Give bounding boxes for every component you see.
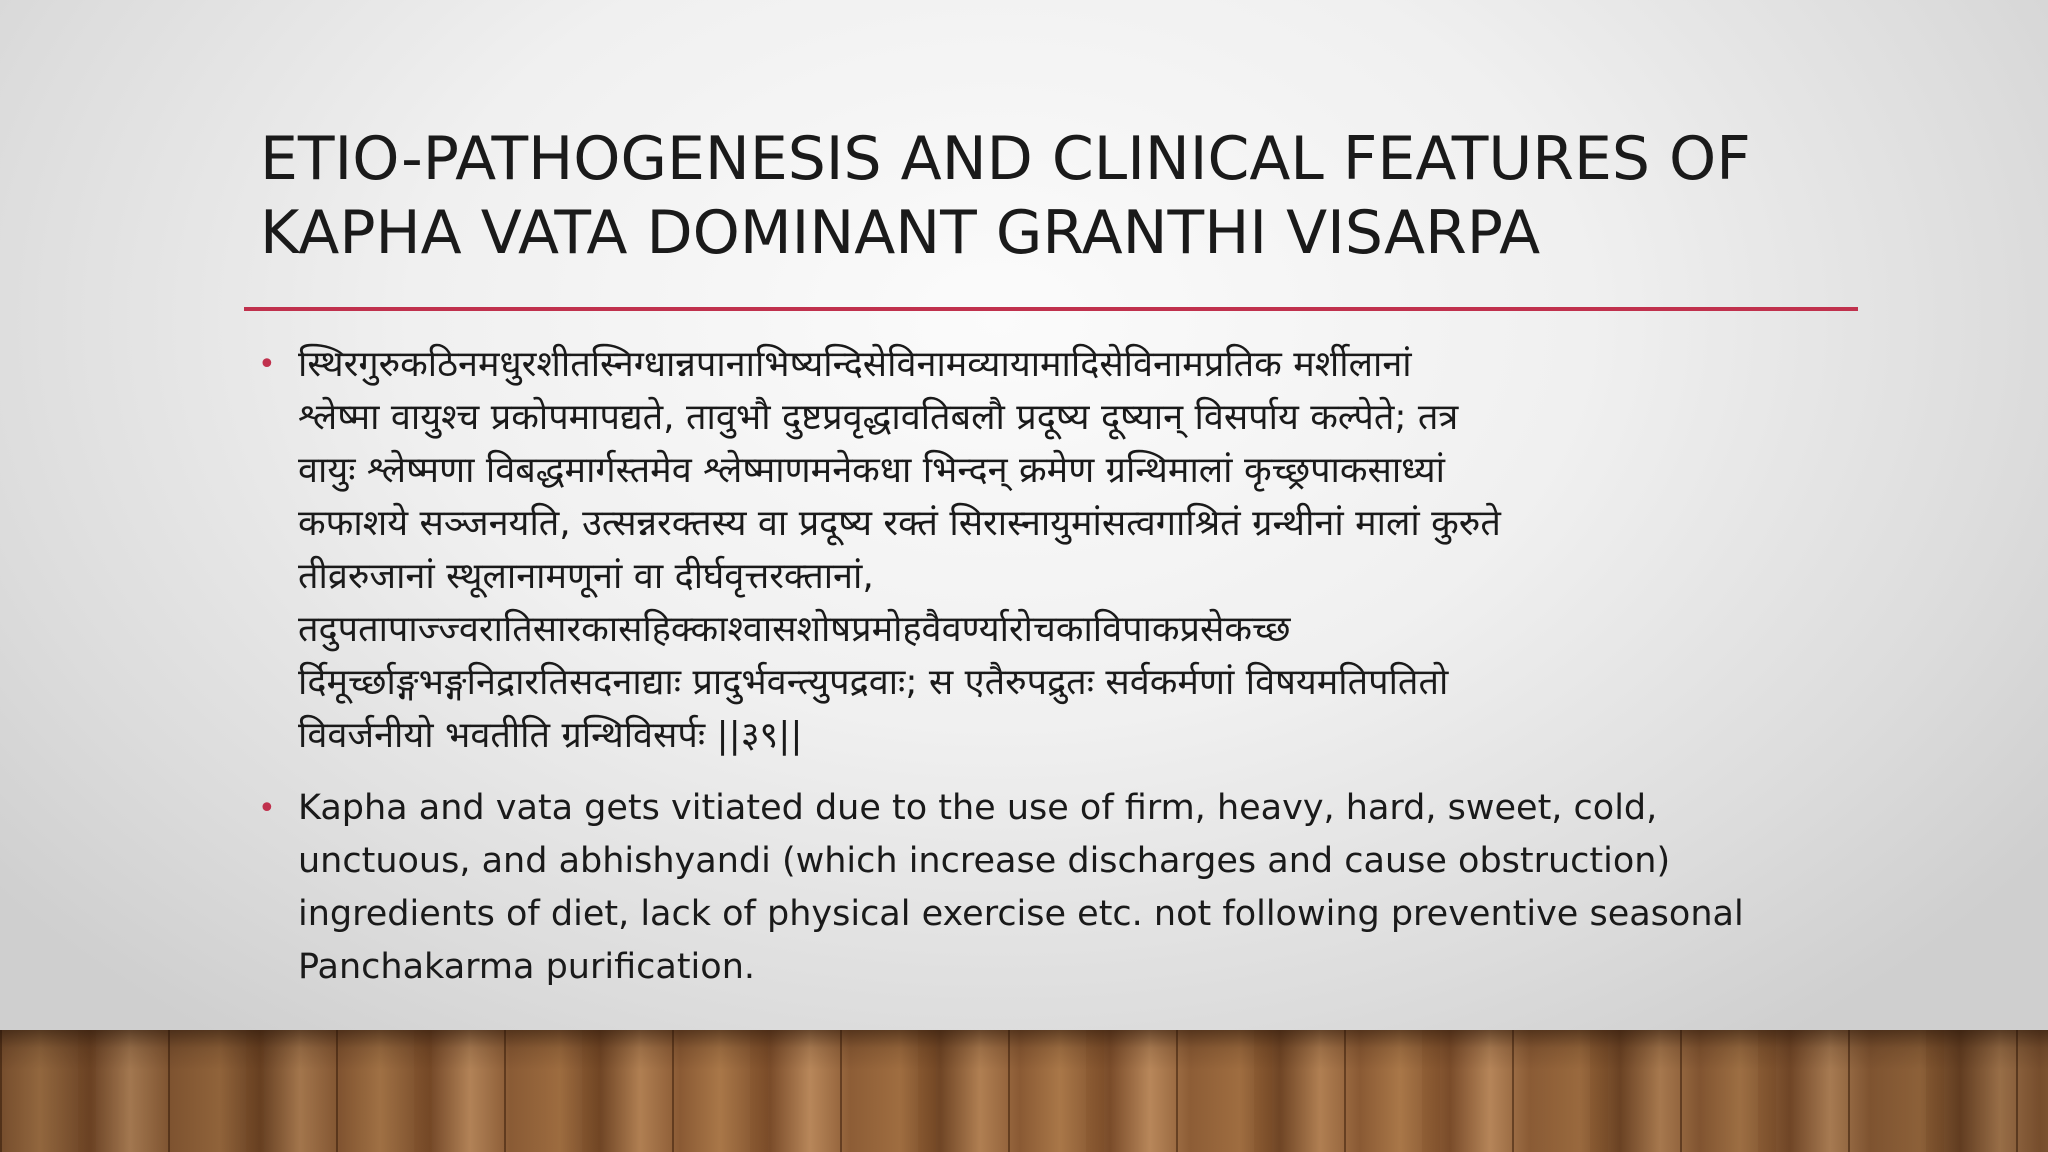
verse-line: विवर्जनीयो भवतीति ग्रन्थिविसर्पः ||३९|| bbox=[298, 715, 803, 756]
title-divider bbox=[244, 307, 1858, 311]
verse-line: स्थिरगुरुकठिनमधुरशीतस्निग्धान्नपानाभिष्यन्दिसेविनामव्यायामादिसेविनामप्रतिक मर्शीलानां bbox=[298, 344, 1412, 385]
translation-line: Kapha and vata gets vitiated due to the use of firm, heavy, hard, sweet, cold, bbox=[298, 788, 1658, 828]
translation-line: ingredients of diet, lack of physical exercise etc. not following preventive seasonal bbox=[298, 894, 1744, 934]
translation-line: unctuous, and abhishyandi (which increase discharges and cause obstruction) bbox=[298, 841, 1671, 881]
slide-title bbox=[260, 122, 1860, 270]
verse-line: वायुः श्लेष्मणा विबद्धमार्गस्तमेव श्लेष्माणमनेकधा भिन्दन् क्रमेण ग्रन्थिमालां कृच्छ्रपाकसाध्यां bbox=[298, 450, 1445, 491]
title-line-1: ETIO-PATHOGENESIS AND CLINICAL FEATURES OF bbox=[260, 124, 1751, 194]
verse-line: कफाशये सञ्जनयति, उत्सन्नरक्तस्य वा प्रदूष्य रक्तं सिरास्नायुमांसत्वगाश्रितं ग्रन्थीनां मालां कुरुते bbox=[298, 503, 1501, 544]
bullet-english-translation bbox=[258, 782, 1868, 994]
verse-line: तदुपतापाज्ज्वरातिसारकासहिक्काश्वासशोषप्रमोहवैवर्ण्यारोचकाविपाकप्रसेकच्छ bbox=[298, 609, 1291, 650]
slide-content bbox=[258, 338, 1868, 994]
bullet-sanskrit-verse bbox=[258, 338, 1868, 762]
verse-line: तीव्ररुजानां स्थूलानामणूनां वा दीर्घवृत्तरक्तानां, bbox=[298, 556, 874, 597]
wood-floor-background bbox=[0, 1030, 2048, 1152]
translation-line: Panchakarma purification. bbox=[298, 947, 755, 987]
verse-line: श्लेष्मा वायुश्च प्रकोपमापद्यते, तावुभौ दुष्टप्रवृद्धावतिबलौ प्रदूष्य दूष्यान् विसर्पाय कल्पेते; तत्र bbox=[298, 397, 1459, 438]
title-line-2: KAPHA VATA DOMINANT GRANTHI VISARPA bbox=[260, 198, 1541, 268]
bullet-marker: • bbox=[258, 347, 276, 382]
verse-line: र्दिमूर्च्छाङ्गभङ्गनिद्रारतिसदनाद्याः प्रादुर्भवन्त्युपद्रवाः; स एतैरुपद्रुतः सर्वकर्मणां विषयमतिपतितो bbox=[298, 662, 1449, 703]
bullet-marker: • bbox=[258, 791, 276, 826]
